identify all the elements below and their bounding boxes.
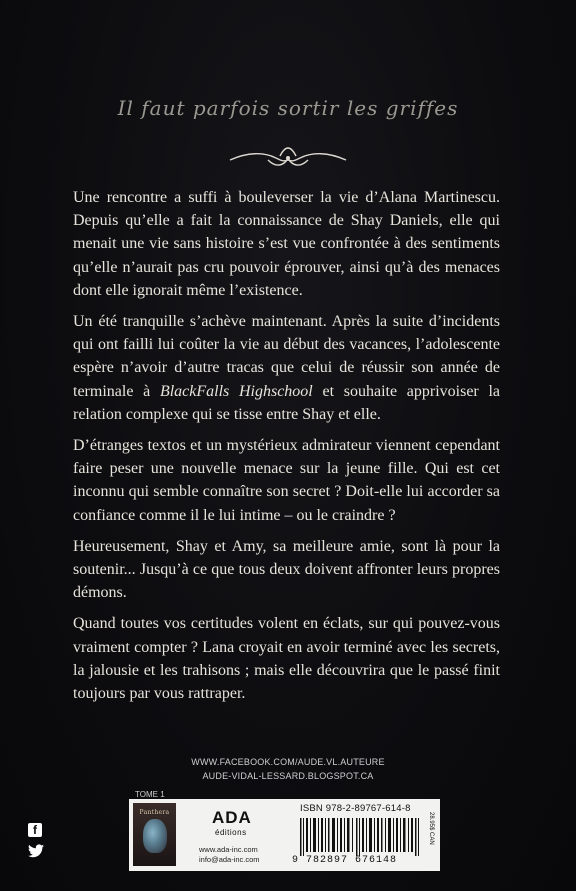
barcode-icon — [300, 818, 420, 856]
author-links — [0, 755, 576, 783]
synopsis-paragraph-5: Quand toutes vos certitudes volent en éclats, sur qui pouvez-vous vraiment compter ? Lana croyait en avoir terminé avec les secrets, la jalousie et les trahisons ; mais elle découvrira que le passé finit toujours par vous rattraper. — [73, 615, 500, 703]
paragraph-2-before: Un été tranquille s’achève maintenant. Après la suite d’incidents qui ont failli lui coûter la vie au début des vacances, l’adolescente espère n’avoir d’autre tracas que celui de réussir son année de terminale à — [73, 313, 500, 400]
barcode-number: 9 782897 676148 — [292, 855, 398, 866]
publisher-logo: ADA — [212, 808, 252, 827]
synopsis — [73, 186, 500, 713]
publisher-contacts — [199, 845, 260, 865]
synopsis-paragraph-4: Heureusement, Shay et Amy, sa meilleure amie, sont là pour la soutenir... Jusqu’à ce que tous deux doivent affronter leurs propres démons. — [73, 537, 500, 602]
ornament-icon — [228, 146, 348, 170]
cover-thumbnail — [133, 803, 176, 866]
price-code: 28.95$ CAN — [428, 812, 434, 845]
publisher-email[interactable]: info@ada-inc.com — [199, 855, 260, 864]
facebook-icon[interactable]: f — [28, 823, 42, 837]
thumbnail-title: Panthera — [139, 809, 170, 816]
tagline: Il faut parfois sortir les griffes — [117, 96, 459, 120]
tome-label: TOME 1 — [135, 790, 165, 799]
twitter-icon[interactable] — [28, 844, 44, 858]
isbn: ISBN 978-2-89767-614-8 — [300, 803, 411, 814]
publisher-subtitle: éditions — [215, 828, 247, 837]
paragraph-2-after: et souhaite apprivoiser la relation complexe qui se tisse entre Shay et elle. — [73, 382, 501, 423]
blog-link[interactable]: AUDE-VIDAL-LESSARD.BLOGSPOT.CA — [202, 771, 374, 781]
social-icons — [28, 823, 44, 863]
face-illustration — [143, 819, 167, 853]
facebook-link[interactable]: WWW.FACEBOOK.COM/AUDE.VL.AUTEURE — [191, 757, 385, 767]
publisher-website[interactable]: www.ada-inc.com — [199, 845, 258, 854]
school-name: BlackFalls Highschool — [159, 382, 313, 400]
synopsis-paragraph-1: Une rencontre a suffi à bouleverser la vie d’Alana Martinescu. Depuis qu’elle a fait la connaissance de Shay Daniels, elle qui menait une vie sans histoire s’est vue confrontée à des sentiments qu’elle n’aurait pas cru pouvoir éprouver, ainsi qu’à des menaces dont elle ignorait même l’existence. — [73, 189, 500, 299]
synopsis-paragraph-2 — [73, 310, 500, 426]
synopsis-paragraph-3: D’étranges textos et un mystérieux admirateur viennent cependant faire peser une nouvelle menace sur la jeune fille. Qui est cet inconnu qui semble connaître son secret ? Doit-elle lui accorder sa confiance comme il le lui intime – ou le craindre ? — [73, 437, 500, 524]
